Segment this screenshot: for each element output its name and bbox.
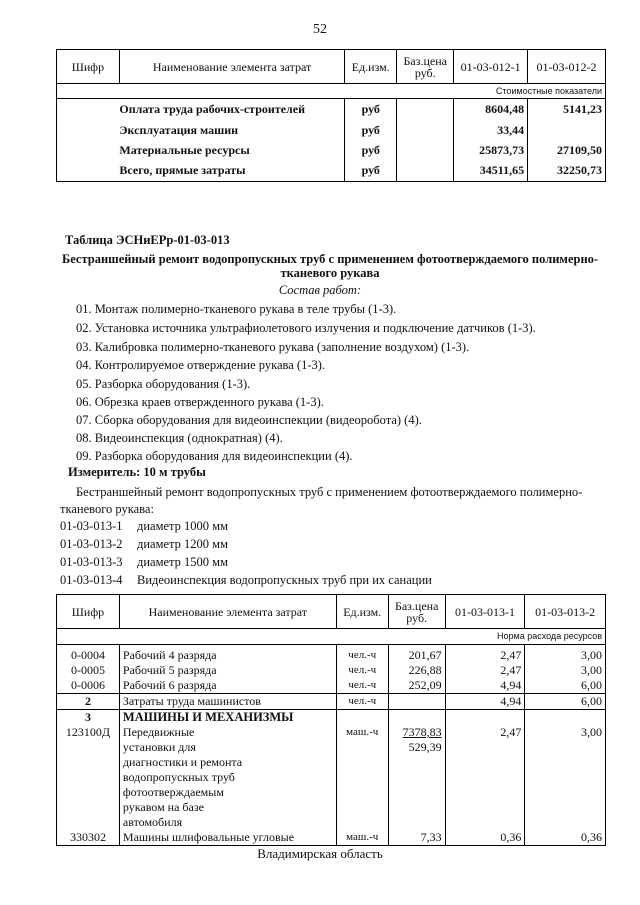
row-code: 2 (57, 694, 120, 710)
row-unit: чел.-ч (336, 663, 388, 678)
work-item: 03. Калибровка полимерно-тканевого рукава (заполнение воздухом) (1-3). (76, 340, 470, 354)
header-base-price: Баз.цена руб. (397, 50, 454, 84)
table-title: Таблица ЭСНиЕРр-01-03-013 (65, 233, 230, 247)
cost-row-name: Всего, прямые затраты (119, 161, 344, 182)
cost-row-v2: 32250,73 (528, 161, 606, 182)
cost-row-name: Оплата труда рабочих-строителей (119, 99, 344, 121)
work-item: 09. Разборка оборудования для видеоинспекции (4). (76, 449, 353, 463)
cost-row-unit: руб (345, 141, 397, 161)
page-number: 52 (313, 22, 327, 37)
header-unit: Ед.изм. (345, 50, 397, 84)
row-name: Рабочий 4 разряда (119, 645, 336, 664)
row-v2 (525, 710, 606, 726)
row-code: 330302 (57, 830, 120, 846)
cost-row-v2: 5141,23 (528, 99, 606, 121)
header-code: Шифр (57, 595, 120, 629)
cost-row-v1: 34511,65 (454, 161, 528, 182)
table-row (57, 161, 606, 182)
meter: Измеритель: 10 м трубы (68, 465, 206, 479)
table-row (57, 694, 606, 710)
row-v2: 3,00 (525, 725, 606, 830)
work-item: 07. Сборка оборудования для видеоинспекции (видеоробота) (4). (76, 413, 422, 427)
code: 01-03-013-4 (60, 573, 123, 587)
header-base-price: Баз.цена руб. (388, 595, 445, 629)
header-col1: 01-03-012-1 (454, 50, 528, 84)
row-code: 0-0006 (57, 678, 120, 694)
row-unit: маш.-ч (336, 830, 388, 846)
cost-row-v1: 8604,48 (454, 99, 528, 121)
code-text: диаметр 1200 мм (137, 537, 228, 551)
table-row (57, 645, 606, 664)
row-name: Затраты труда машинистов (119, 694, 336, 710)
row-code: 0-0004 (57, 645, 120, 664)
row-unit: маш.-ч (336, 725, 388, 830)
row-v1: 4,94 (445, 694, 525, 710)
header-col2: 01-03-013-2 (525, 595, 606, 629)
cost-row-unit: руб (345, 161, 397, 182)
row-code: 3 (57, 710, 120, 726)
code-text: диаметр 1500 мм (137, 555, 228, 569)
row-price-main: 7378,83 (402, 725, 442, 739)
table-row (57, 663, 606, 678)
row-unit: чел.-ч (336, 694, 388, 710)
code: 01-03-013-3 (60, 555, 123, 569)
row-price: 226,88 (388, 663, 445, 678)
row-name: Рабочий 5 разряда (119, 663, 336, 678)
code-line (60, 537, 228, 552)
table-row (57, 830, 606, 846)
norm-table-header (57, 595, 606, 629)
work-item: 06. Обрезка краев отвержденного рукава (1-3). (76, 395, 324, 409)
table-row (57, 99, 606, 121)
row-v1: 0,36 (445, 830, 525, 846)
work-item: 08. Видеоинспекция (однократная) (4). (76, 431, 283, 445)
row-price: 7,33 (388, 830, 445, 846)
row-price: 201,67 (388, 645, 445, 664)
cost-row-name: Эксплуатация машин (119, 121, 344, 141)
header-col1: 01-03-013-1 (445, 595, 525, 629)
cost-row-unit: руб (345, 99, 397, 121)
work-item: 05. Разборка оборудования (1-3). (76, 377, 251, 391)
cost-row-v2: 27109,50 (528, 141, 606, 161)
header-code: Шифр (57, 50, 120, 84)
code-line (60, 519, 228, 534)
row-price (388, 694, 445, 710)
table-subtitle: Бестраншейный ремонт водопропускных труб с применением фотоотверждаемого полимерно-тканевого рукава (61, 252, 599, 280)
row-v2: 6,00 (525, 694, 606, 710)
cost-row-unit: руб (345, 121, 397, 141)
row-code: 123100Д (57, 725, 120, 830)
row-unit (336, 710, 388, 726)
meter-description: Бестраншейный ремонт водопропускных труб с применением фотоотверждаемого полимерно-тканевого рукава: (60, 485, 583, 516)
row-price: 252,09 (388, 678, 445, 694)
row-price (388, 710, 445, 726)
row-v2: 3,00 (525, 663, 606, 678)
cost-row-v1: 33,44 (454, 121, 528, 141)
footer-region: Владимирская область (257, 846, 383, 861)
row-v2: 6,00 (525, 678, 606, 694)
row-name (119, 725, 336, 830)
table-row (57, 710, 606, 726)
work-item: 04. Контролируемое отверждение рукава (1-3). (76, 358, 326, 372)
row-v1 (445, 710, 525, 726)
code-text: диаметр 1000 мм (137, 519, 228, 533)
code: 01-03-013-2 (60, 537, 123, 551)
row-unit: чел.-ч (336, 645, 388, 664)
norm-table (56, 594, 606, 846)
code: 01-03-013-1 (60, 519, 123, 533)
cost-table-header (57, 50, 606, 84)
row-v1: 4,94 (445, 678, 525, 694)
header-col2: 01-03-012-2 (528, 50, 606, 84)
code-text: Видеоинспекция водопропускных труб при их санации (137, 573, 432, 587)
table-row (57, 678, 606, 694)
header-unit: Ед.изм. (336, 595, 388, 629)
row-v1: 2,47 (445, 663, 525, 678)
norm-subheader: Норма расхода ресурсов (57, 629, 606, 645)
composition-heading: Состав работ: (278, 283, 362, 297)
row-name-text: Передвижные установки для диагностики и ремонта водопропускных труб фотоотверждаемым рукавом на базе автомобиля (122, 725, 243, 829)
code-line (60, 555, 228, 570)
code-line (60, 573, 432, 588)
cost-row-name: Материальные ресурсы (119, 141, 344, 161)
table-row (57, 725, 606, 830)
row-price (388, 725, 445, 830)
table-row (57, 121, 606, 141)
row-code: 0-0005 (57, 663, 120, 678)
row-v1: 2,47 (445, 645, 525, 664)
cost-subheader: Стоимостные показатели (57, 84, 606, 99)
table-row (57, 141, 606, 161)
cost-table (56, 49, 606, 182)
row-v2: 3,00 (525, 645, 606, 664)
work-item: 01. Монтаж полимерно-тканевого рукава в теле трубы (1-3). (76, 302, 397, 316)
row-price-secondary: 529,39 (408, 740, 442, 754)
row-name: Машины шлифовальные угловые (119, 830, 336, 846)
cost-row-v1: 25873,73 (454, 141, 528, 161)
header-name: Наименование элемента затрат (119, 50, 344, 84)
row-unit: чел.-ч (336, 678, 388, 694)
work-item: 02. Установка источника ультрафиолетового излучения и подключение датчиков (1-3). (76, 321, 536, 335)
row-name: Рабочий 6 разряда (119, 678, 336, 694)
row-name: МАШИНЫ И МЕХАНИЗМЫ (119, 710, 336, 726)
row-v2: 0,36 (525, 830, 606, 846)
header-name: Наименование элемента затрат (119, 595, 336, 629)
row-v1: 2,47 (445, 725, 525, 830)
cost-row-v2 (528, 121, 606, 141)
